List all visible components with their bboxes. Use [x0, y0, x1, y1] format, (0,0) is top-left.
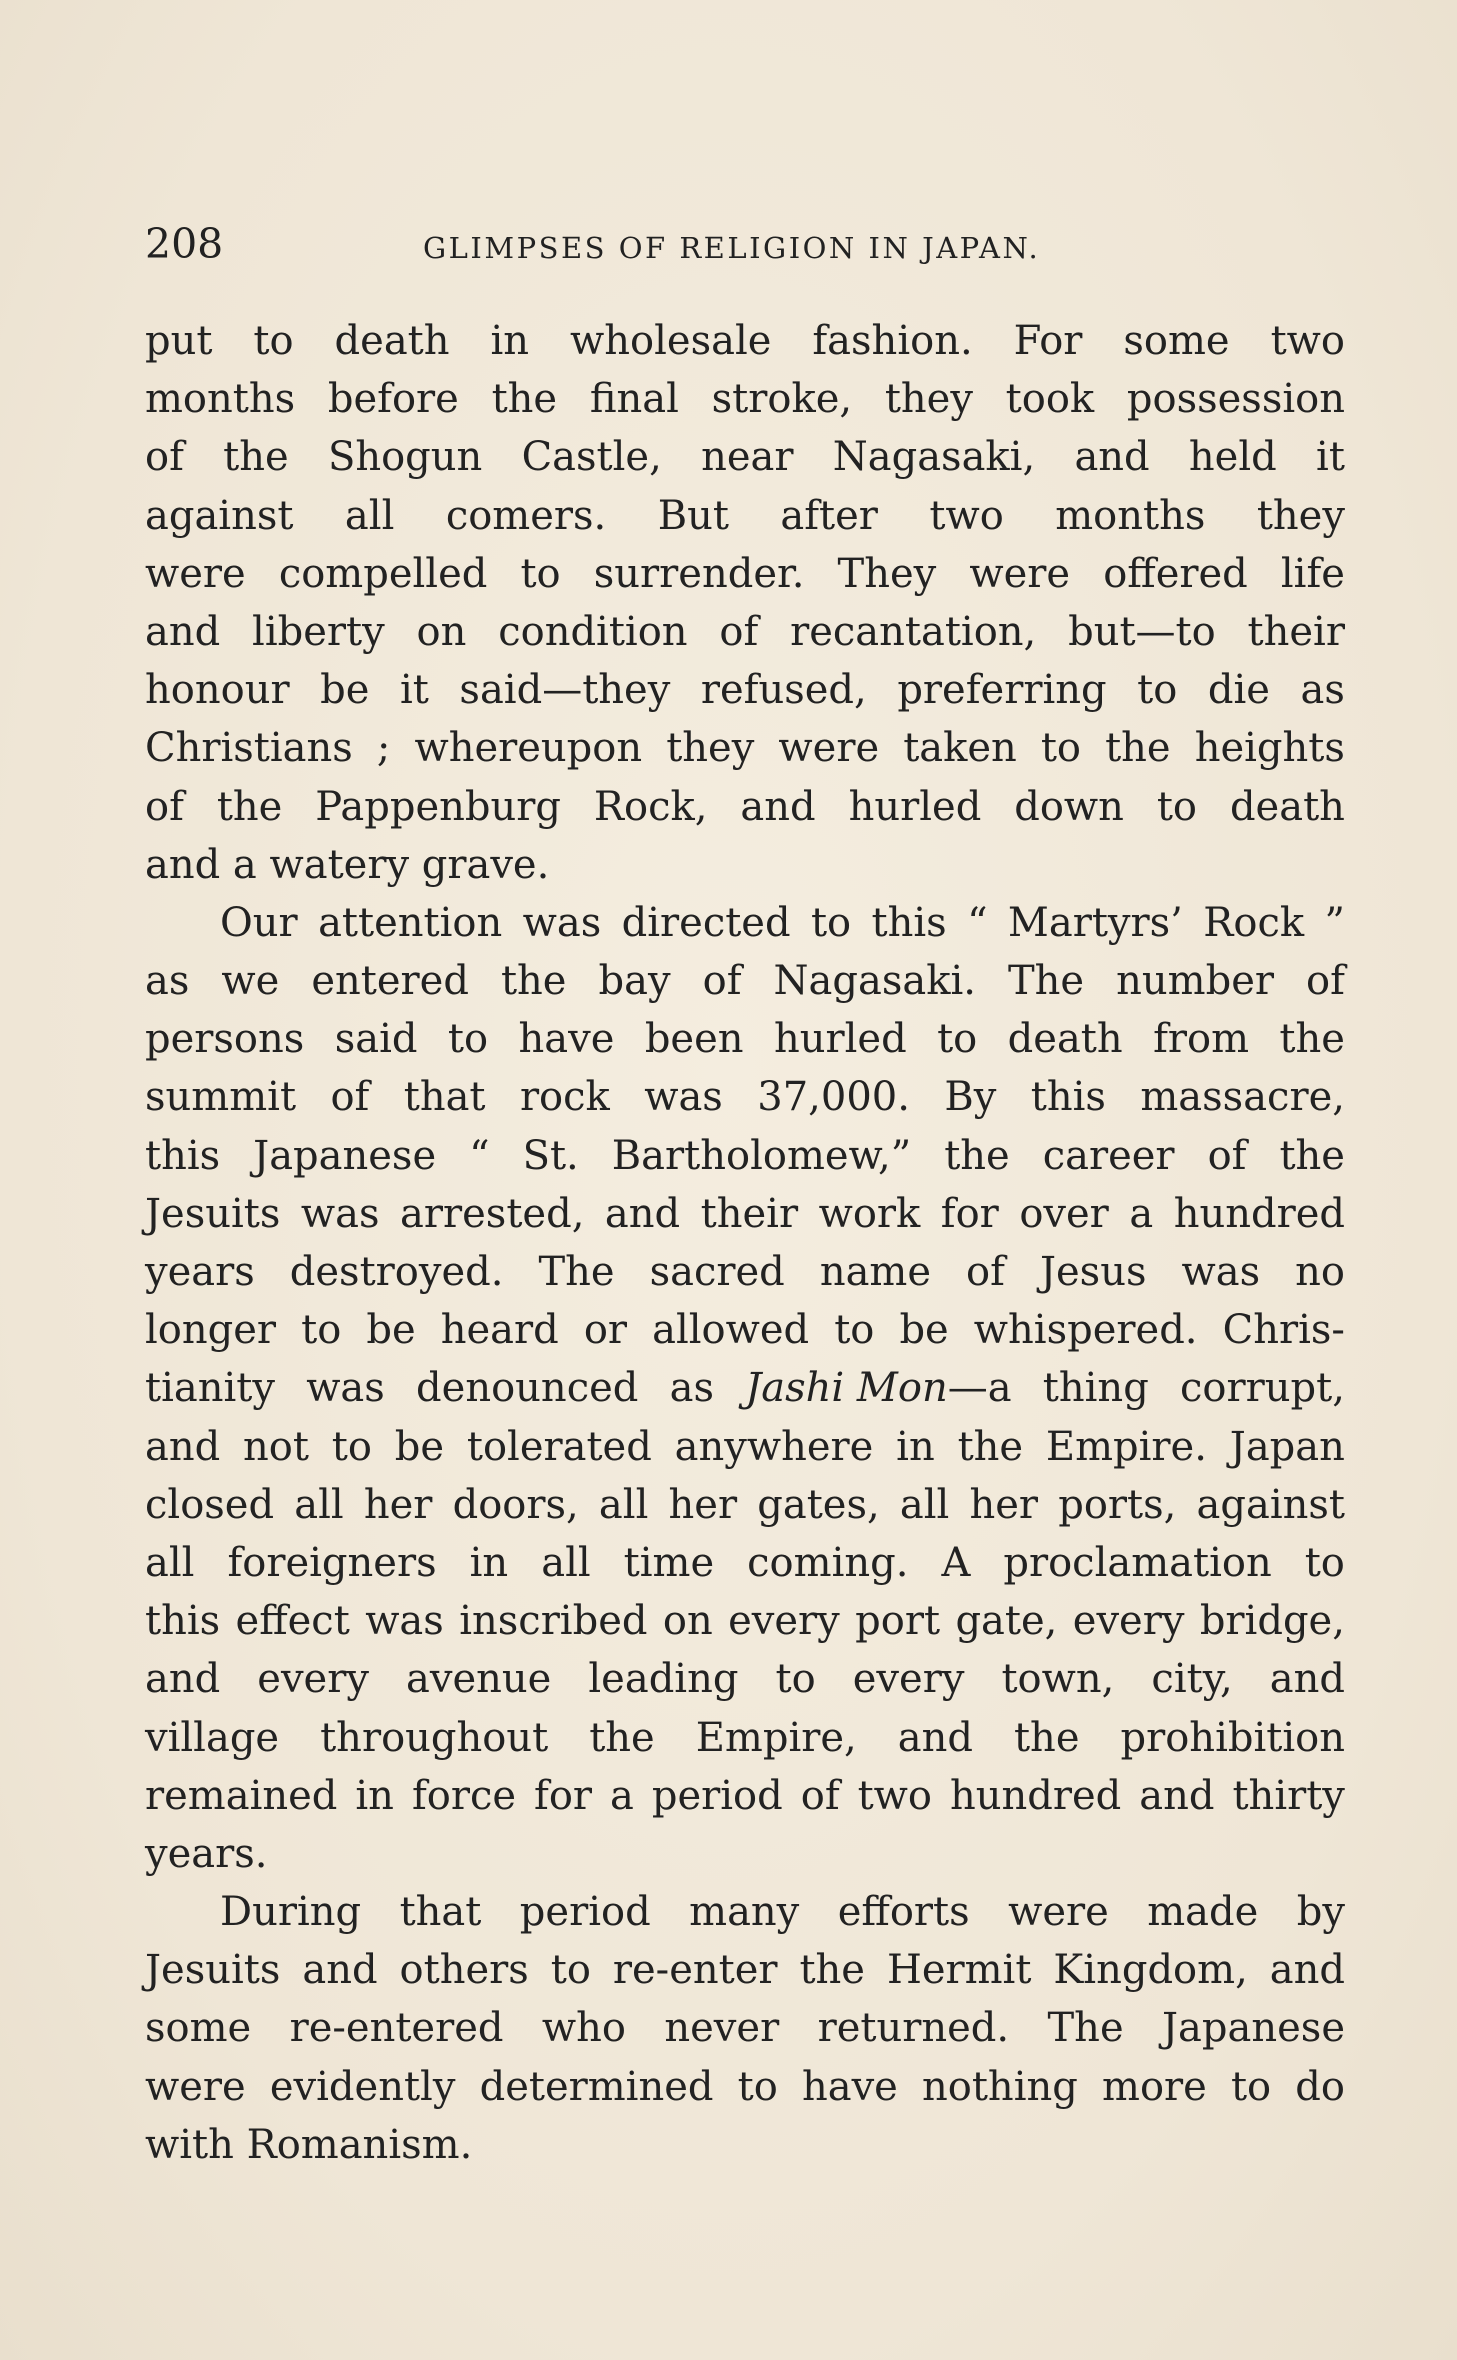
- word: to: [253, 318, 294, 364]
- word: to: [1040, 725, 1082, 772]
- word: to: [834, 1307, 875, 1354]
- page-number: 208: [145, 220, 224, 268]
- word: period: [651, 1772, 783, 1819]
- word: Japanese: [253, 1132, 437, 1179]
- word: number: [1116, 958, 1274, 1005]
- word: Japanese: [1162, 2005, 1345, 2052]
- word: no: [1295, 1249, 1345, 1295]
- word: be: [899, 1307, 949, 1354]
- word: to: [447, 1016, 489, 1063]
- word: rock: [519, 1074, 610, 1121]
- word: her: [969, 1481, 1039, 1528]
- word: remained: [145, 1772, 338, 1819]
- word: of: [330, 1074, 370, 1121]
- word: a: [1129, 1190, 1154, 1237]
- word: on: [416, 608, 467, 655]
- word: on: [662, 1598, 713, 1645]
- word: to: [1304, 1539, 1345, 1586]
- word: not: [243, 1423, 309, 1470]
- word: all: [145, 1539, 195, 1586]
- word: made: [1147, 1889, 1259, 1936]
- text-line: [145, 545, 1345, 603]
- word: two: [1270, 318, 1345, 364]
- word: 37,000.: [757, 1074, 910, 1121]
- word: final: [589, 376, 679, 423]
- word: of: [145, 434, 184, 481]
- word: more: [1102, 2063, 1207, 2110]
- word: prohibition: [1120, 1714, 1345, 1761]
- word: many: [689, 1889, 800, 1936]
- word: put: [145, 318, 213, 364]
- word: offered: [1103, 550, 1248, 597]
- word: the: [799, 1947, 865, 1994]
- word: for: [534, 1772, 593, 1819]
- word: who: [541, 2005, 626, 2052]
- word: be: [394, 1423, 445, 1470]
- word: all: [294, 1481, 344, 1528]
- word: Japan: [1229, 1423, 1345, 1470]
- word: to: [520, 550, 561, 597]
- word: tianity: [145, 1365, 275, 1412]
- word: the: [491, 376, 558, 423]
- word: the: [589, 1714, 655, 1761]
- word: effect: [235, 1598, 350, 1645]
- word: down: [1014, 783, 1124, 830]
- word: the: [957, 1423, 1024, 1470]
- word: re-enter: [612, 1947, 778, 1994]
- word: preferring: [897, 667, 1107, 714]
- word: to: [737, 2063, 778, 2110]
- text-line: [145, 2058, 1345, 2116]
- word: of: [966, 1249, 1005, 1295]
- word: to: [810, 899, 852, 946]
- word: closed: [145, 1481, 275, 1528]
- word: her: [668, 1481, 738, 1528]
- word: all: [344, 492, 395, 539]
- word: to: [1230, 2063, 1272, 2110]
- word: Hermit: [886, 1947, 1032, 1994]
- word: efforts: [837, 1889, 970, 1936]
- word: hundred: [1173, 1190, 1345, 1237]
- word: in: [490, 318, 530, 364]
- word: compelled: [278, 550, 488, 597]
- word: the: [216, 783, 283, 830]
- text-line: [145, 719, 1345, 777]
- text-line: [145, 778, 1345, 836]
- word: of: [145, 783, 184, 830]
- body-text: [145, 312, 1345, 2174]
- word: bridge,: [1199, 1598, 1345, 1645]
- word: Bartholomew,”: [611, 1132, 912, 1179]
- word: to: [775, 1656, 816, 1703]
- word: years: [145, 1249, 255, 1295]
- text-line: [145, 1185, 1345, 1243]
- word: fashion.: [812, 318, 973, 364]
- word: anywhere: [674, 1423, 874, 1470]
- word: to: [550, 1947, 591, 1994]
- word: avenue: [406, 1656, 552, 1703]
- word: was: [522, 899, 602, 946]
- word: During: [220, 1889, 362, 1936]
- word: die: [1207, 667, 1270, 714]
- word: of: [702, 958, 742, 1005]
- text-line: [145, 1709, 1345, 1767]
- word: their: [700, 1190, 799, 1237]
- word: over: [1019, 1190, 1109, 1237]
- word: were: [145, 2063, 246, 2110]
- word: port: [855, 1598, 941, 1645]
- word: corrupt,: [1180, 1365, 1345, 1412]
- word: to: [937, 1016, 978, 1063]
- word: Jesuits: [145, 1947, 281, 1994]
- word: name: [819, 1249, 932, 1295]
- word: as: [145, 958, 190, 1005]
- word: death: [1229, 783, 1345, 830]
- word: two: [929, 492, 1004, 539]
- word: sacred: [649, 1249, 785, 1295]
- word: Empire,: [695, 1714, 857, 1761]
- word: The: [538, 1249, 615, 1295]
- text-line: [145, 1243, 1345, 1301]
- word: was: [365, 1598, 444, 1645]
- word: the: [1279, 1016, 1345, 1063]
- word: period: [519, 1889, 651, 1936]
- text-line: [145, 952, 1345, 1010]
- word: said—they: [459, 667, 671, 714]
- word: the: [944, 1132, 1010, 1179]
- text-line: [145, 603, 1345, 661]
- word: in: [896, 1423, 935, 1470]
- word: and: [145, 608, 221, 655]
- word: the: [1279, 1132, 1345, 1179]
- word: and: [145, 1423, 221, 1470]
- word: Nagasaki,: [832, 434, 1036, 481]
- word: the: [1105, 725, 1171, 772]
- word: it: [1316, 434, 1345, 481]
- word: heard: [440, 1307, 559, 1354]
- text-line: [145, 1068, 1345, 1126]
- word: every: [728, 1598, 840, 1645]
- word: others: [399, 1947, 529, 1994]
- word: evidently: [269, 2063, 456, 2110]
- word: do: [1295, 2063, 1345, 2110]
- word: all: [541, 1539, 591, 1586]
- word: force: [411, 1772, 517, 1819]
- word: all: [899, 1481, 950, 1528]
- word: town,: [1001, 1656, 1115, 1703]
- word: Christians: [145, 725, 353, 772]
- word: persons: [145, 1016, 305, 1063]
- word: The: [1007, 958, 1085, 1005]
- word: But: [657, 492, 729, 539]
- text-line: and a watery grave.: [145, 841, 550, 888]
- word: from: [1153, 1016, 1249, 1063]
- word: after: [780, 492, 878, 539]
- word: against: [145, 492, 294, 539]
- text-line: [145, 370, 1345, 428]
- word: were: [778, 725, 880, 772]
- word: thirty: [1232, 1772, 1345, 1819]
- text-line: [145, 487, 1345, 545]
- word: never: [664, 2005, 780, 2052]
- word: “: [469, 1132, 490, 1179]
- word: honour: [145, 667, 290, 714]
- word: this: [145, 1132, 221, 1179]
- word: and: [897, 1714, 973, 1761]
- word: ”: [1324, 899, 1345, 946]
- word: every: [257, 1656, 369, 1703]
- word: Pappenburg: [315, 783, 561, 830]
- word: her: [363, 1481, 433, 1528]
- word: months: [145, 376, 296, 423]
- word: some: [1123, 318, 1230, 364]
- text-line: with Romanism.: [145, 2121, 473, 2168]
- word: For: [1013, 318, 1083, 364]
- word: took: [1005, 376, 1095, 423]
- word: Empire.: [1045, 1423, 1207, 1470]
- word: liberty: [252, 608, 385, 655]
- word: been: [644, 1016, 744, 1063]
- word: time: [623, 1539, 715, 1586]
- word: was: [1181, 1249, 1261, 1295]
- word: by: [1296, 1889, 1345, 1936]
- word: coming.: [747, 1539, 909, 1586]
- word: tolerated: [466, 1423, 652, 1470]
- word: directed: [621, 899, 791, 946]
- word: ;: [376, 725, 391, 772]
- word: every: [852, 1656, 965, 1703]
- word: of: [1306, 958, 1345, 1005]
- word: throughout: [320, 1714, 549, 1761]
- word: said: [334, 1016, 418, 1063]
- word: be: [366, 1307, 416, 1354]
- word: taken: [903, 725, 1017, 772]
- word: recantation,: [790, 608, 1037, 655]
- word: thing: [1042, 1365, 1149, 1412]
- word: whereupon: [414, 725, 643, 772]
- word: Shogun: [327, 434, 483, 481]
- word: Rock: [1203, 899, 1305, 946]
- word: but—to: [1068, 608, 1216, 655]
- word: Jesus: [1039, 1249, 1147, 1295]
- word: all: [598, 1481, 649, 1528]
- word: Nagasaki.: [773, 958, 976, 1005]
- word: longer: [145, 1307, 277, 1354]
- word: was: [644, 1074, 723, 1121]
- word: Chris-: [1222, 1307, 1345, 1354]
- text-line: [145, 1127, 1345, 1185]
- word: Rock,: [593, 783, 708, 830]
- word: village: [145, 1714, 280, 1761]
- word: held: [1188, 434, 1277, 481]
- word: and: [1139, 1772, 1215, 1819]
- text-line: [145, 1941, 1345, 1999]
- word: and: [740, 783, 816, 830]
- word: hurled: [773, 1016, 907, 1063]
- word: it: [399, 667, 429, 714]
- word: gate,: [955, 1598, 1058, 1645]
- word: heights: [1194, 725, 1345, 772]
- word: two: [857, 1772, 933, 1819]
- text-line: [145, 661, 1345, 719]
- word: of: [800, 1772, 840, 1819]
- word: Jashi Mon—a: [745, 1365, 1012, 1412]
- word: have: [801, 2063, 898, 2110]
- word: attention: [318, 899, 503, 946]
- word: stroke,: [711, 376, 853, 423]
- text-line: [145, 1418, 1345, 1476]
- word: proclamation: [1003, 1539, 1272, 1586]
- word: this: [145, 1598, 221, 1645]
- word: of: [719, 608, 759, 655]
- word: foreigners: [227, 1539, 437, 1586]
- word: doors,: [452, 1481, 579, 1528]
- text-line: [145, 1476, 1345, 1534]
- word: some: [145, 2005, 252, 2052]
- word: a: [610, 1772, 634, 1819]
- word: gates,: [757, 1481, 880, 1528]
- word: they: [666, 725, 755, 772]
- word: or: [583, 1307, 628, 1354]
- word: and: [1269, 1656, 1345, 1703]
- word: that: [403, 1074, 486, 1121]
- word: Jesuits: [145, 1190, 281, 1237]
- word: They: [837, 550, 937, 597]
- word: hundred: [950, 1772, 1122, 1819]
- running-head: GLIMPSES OF RELIGION IN JAPAN.: [423, 231, 1041, 265]
- word: Castle,: [521, 434, 662, 481]
- word: wholesale: [570, 318, 772, 364]
- text-line: [145, 1534, 1345, 1592]
- word: they: [1256, 492, 1345, 539]
- text-line: [145, 1999, 1345, 2057]
- text-line: [145, 1592, 1345, 1650]
- word: bay: [598, 958, 671, 1005]
- word: Martyrs’: [1007, 899, 1183, 946]
- word: was: [300, 1190, 380, 1237]
- word: The: [1047, 2005, 1124, 2052]
- word: was: [306, 1365, 385, 1412]
- word: ports,: [1058, 1481, 1177, 1528]
- word: to: [1137, 667, 1178, 714]
- text-line: [145, 1883, 1345, 1941]
- text-line: [145, 1650, 1345, 1708]
- word: to: [331, 1423, 372, 1470]
- word: refused,: [700, 667, 867, 714]
- word: whispered.: [973, 1307, 1198, 1354]
- text-line: [145, 428, 1345, 486]
- text-line: [145, 1301, 1345, 1359]
- word: death: [334, 318, 450, 364]
- word: for: [940, 1190, 999, 1237]
- word: city,: [1151, 1656, 1233, 1703]
- word: A: [941, 1539, 971, 1586]
- word: of: [1207, 1132, 1247, 1179]
- word: denounced: [416, 1365, 639, 1412]
- text-line: [145, 1767, 1345, 1825]
- word: determined: [479, 2063, 714, 2110]
- text-line-with-italic: [145, 1359, 1345, 1417]
- word: entered: [311, 958, 469, 1005]
- word: work: [818, 1190, 921, 1237]
- page-header: [145, 220, 1345, 280]
- word: the: [223, 434, 289, 481]
- word: in: [355, 1772, 394, 1819]
- word: hurled: [848, 783, 982, 830]
- word: allowed: [652, 1307, 810, 1354]
- word: were: [145, 550, 246, 597]
- word: arrested,: [400, 1190, 585, 1237]
- text-line: years.: [145, 1830, 268, 1877]
- word: in: [469, 1539, 509, 1586]
- word: comers.: [445, 492, 607, 539]
- word: against: [1196, 1481, 1345, 1528]
- word: By: [944, 1074, 997, 1121]
- word: we: [221, 958, 280, 1005]
- word: massacre,: [1140, 1074, 1345, 1121]
- word: that: [399, 1889, 482, 1936]
- text-line: [145, 894, 1345, 952]
- word: and: [1269, 1947, 1345, 1994]
- word: every: [1072, 1598, 1185, 1645]
- text-line: [145, 312, 1345, 370]
- word: life: [1280, 550, 1345, 597]
- word: “: [967, 899, 988, 946]
- word: possession: [1126, 376, 1345, 423]
- word: the: [1013, 1714, 1080, 1761]
- word: this: [871, 899, 947, 946]
- word: as: [669, 1365, 714, 1412]
- word: inscribed: [459, 1598, 648, 1645]
- word: this: [1030, 1074, 1106, 1121]
- word: to: [1156, 783, 1198, 830]
- word: and: [302, 1947, 378, 1994]
- word: they: [884, 376, 973, 423]
- word: months: [1055, 492, 1206, 539]
- word: summit: [145, 1074, 297, 1121]
- word: their: [1247, 608, 1345, 655]
- word: and: [145, 1656, 221, 1703]
- word: nothing: [922, 2063, 1078, 2110]
- word: condition: [498, 608, 688, 655]
- word: were: [969, 550, 1071, 597]
- word: as: [1300, 667, 1345, 714]
- word: Kingdom,: [1053, 1947, 1248, 1994]
- word: re-entered: [289, 2005, 504, 2052]
- word: near: [701, 434, 794, 481]
- word: be: [320, 667, 370, 714]
- word: St.: [522, 1132, 579, 1179]
- word: death: [1007, 1016, 1123, 1063]
- word: leading: [588, 1656, 739, 1703]
- word: destroyed.: [289, 1249, 504, 1295]
- word: returned.: [817, 2005, 1010, 2052]
- text-line: [145, 1010, 1345, 1068]
- word: and: [1074, 434, 1150, 481]
- word: the: [500, 958, 567, 1005]
- word: Our: [220, 899, 298, 946]
- word: have: [518, 1016, 615, 1063]
- word: before: [327, 376, 459, 423]
- word: to: [301, 1307, 342, 1354]
- word: were: [1008, 1889, 1109, 1936]
- word: career: [1042, 1132, 1175, 1179]
- word: surrender.: [593, 550, 805, 597]
- word: and: [604, 1190, 681, 1237]
